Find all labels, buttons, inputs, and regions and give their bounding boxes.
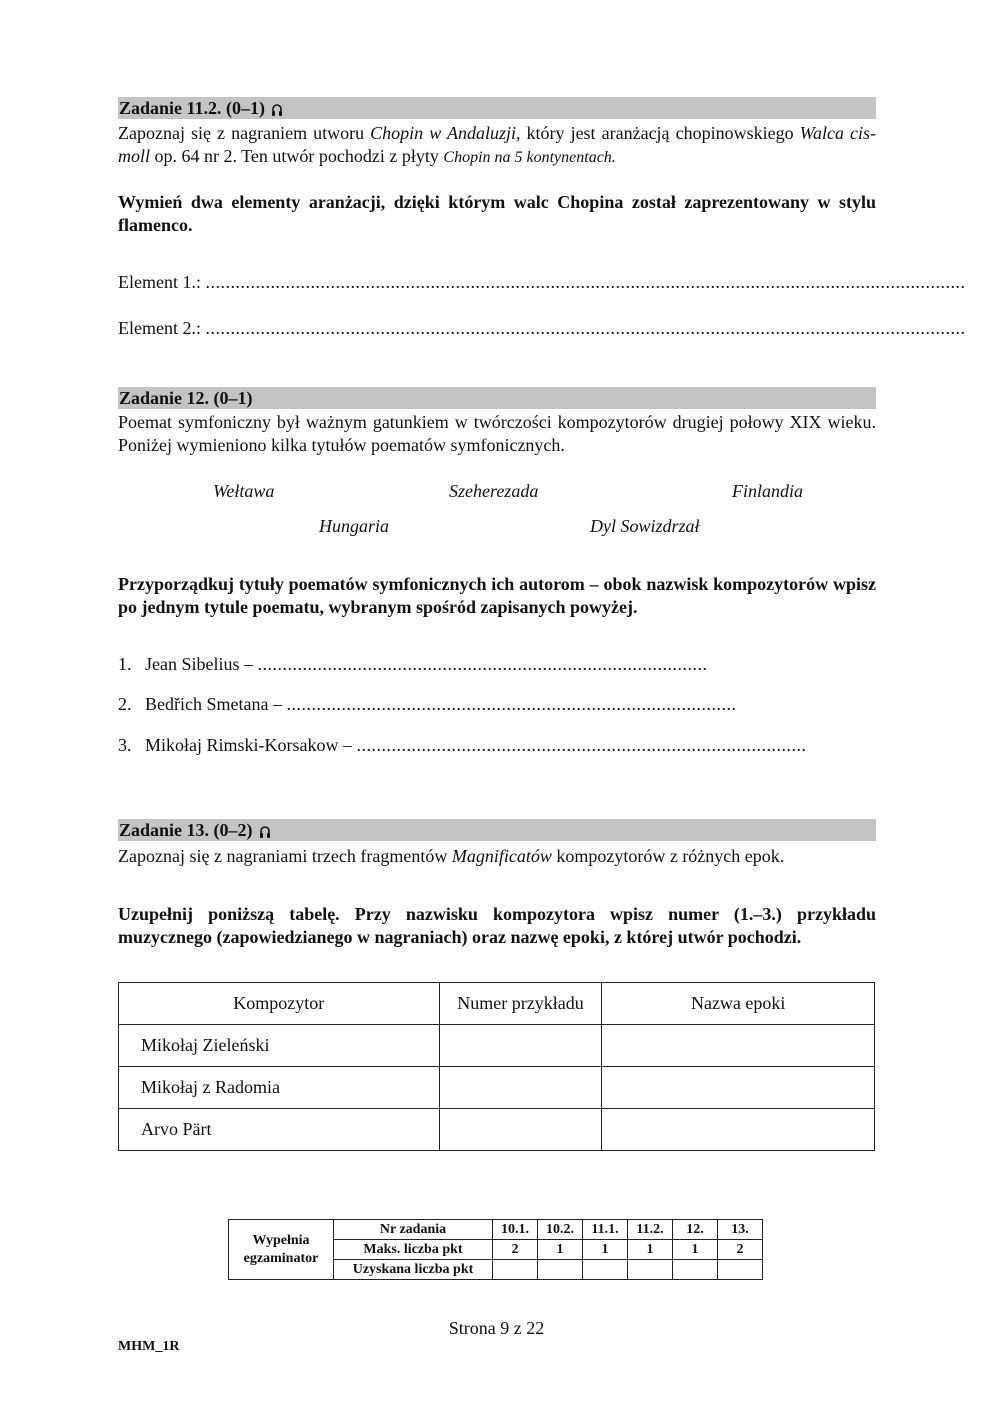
max-points-cell: 1: [583, 1240, 628, 1260]
task-13-header: Zadanie 13. (0–2): [118, 819, 271, 841]
composer-dots-2: ..........................................................................................: [286, 694, 737, 714]
epoch-cell[interactable]: [602, 1067, 875, 1109]
composer-dots-3: ..........................................................................................: [356, 735, 807, 755]
poem-title-dyl-sowizdrzal: Dyl Sowizdrzał: [590, 516, 700, 536]
task-12-header-bar: [118, 387, 876, 409]
task-number-cell: 10.2.: [538, 1220, 583, 1240]
element-2-label: Element 2.:: [118, 318, 201, 338]
task-12-intro: Poemat symfoniczny był ważnym gatunkiem w twórczości kompozytorów drugiej połowy XIX wieku. Poniżej wymieniono kilka tytułów poematów symfonicznych.: [118, 412, 876, 455]
task-11-2-header-bar: [118, 97, 876, 119]
exam-code: MHM_1R: [118, 1339, 180, 1354]
headphones-icon: [259, 825, 271, 839]
examiner-score-box: [228, 1219, 763, 1280]
composer-name: Mikołaj z Radomia: [119, 1067, 440, 1109]
element-1-dots: ........................................................................................................................................................: [205, 272, 966, 292]
task-13-header-bar: [118, 819, 876, 841]
table-header-row: [119, 983, 875, 1025]
composer-label-rimski-korsakow: 3. Mikołaj Rimski-Korsakow –: [118, 735, 352, 755]
max-points-cell: 2: [493, 1240, 538, 1260]
column-header-example-number: Numer przykładu: [439, 983, 602, 1025]
examiner-fill-label: Wypełnia egzaminator: [229, 1220, 334, 1280]
headphones-icon: [271, 103, 283, 117]
composer-epoch-table: [118, 982, 875, 1151]
composer-label-smetana: 2. Bedřich Smetana –: [118, 694, 282, 714]
poem-title-weltawa: Wełtawa: [213, 481, 275, 501]
composer-dots-1: ..........................................................................................: [257, 654, 708, 674]
max-points-cell: 2: [718, 1240, 763, 1260]
poem-title-hungaria: Hungaria: [319, 516, 390, 536]
example-number-cell[interactable]: [439, 1025, 602, 1067]
score-row-label-task-number: Nr zadania: [334, 1220, 493, 1240]
obtained-points-cell[interactable]: [718, 1260, 763, 1280]
element-1-answer-line[interactable]: [118, 271, 966, 293]
task-12-instruction: Przyporządkuj tytuły poematów symfonicznych ich autorom – obok nazwisk kompozytorów wpisz po jednym tytule poematu, wybranym spośród zapisanych powyżej.: [118, 574, 876, 617]
element-2-dots: ........................................................................................................................................................: [205, 318, 966, 338]
page-number: Strona 9 z 22: [448, 1318, 545, 1338]
poem-title-szeherezada: Szeherezada: [449, 481, 539, 501]
table-row: [119, 1025, 875, 1067]
max-points-cell: 1: [628, 1240, 673, 1260]
obtained-points-cell[interactable]: [493, 1260, 538, 1280]
task-number-cell: 11.2.: [628, 1220, 673, 1240]
max-points-cell: 1: [673, 1240, 718, 1260]
task-13-instruction: Uzupełnij poniższą tabelę. Przy nazwisku kompozytora wpisz numer (1.–3.) przykładu muzycznego (zapowiedzianego w nagraniach) oraz nazwę epoki, z której utwór pochodzi.: [118, 904, 876, 947]
task-11-2-intro: Zapoznaj się z nagraniem utworu Chopin w Andaluzji, który jest aranżacją chopinowskiego Walca cis-moll op. 64 nr 2. Ten utwór pochodzi z płyty Chopin na 5 kontynentach.: [118, 123, 877, 166]
example-number-cell[interactable]: [439, 1067, 602, 1109]
column-header-epoch: Nazwa epoki: [602, 983, 875, 1025]
poem-title-finlandia: Finlandia: [732, 481, 803, 501]
task-11-2-instruction: Wymień dwa elementy aranżacji, dzięki którym walc Chopina został zaprezentowany w stylu flamenco.: [118, 192, 876, 235]
composer-name: Arvo Pärt: [119, 1109, 440, 1151]
task-number-cell: 13.: [718, 1220, 763, 1240]
task-11-2-header: Zadanie 11.2. (0–1): [118, 97, 283, 119]
composer-name: Mikołaj Zieleński: [119, 1025, 440, 1067]
epoch-cell[interactable]: [602, 1109, 875, 1151]
task-number-cell: 10.1.: [493, 1220, 538, 1240]
task-12-header: Zadanie 12. (0–1): [119, 388, 253, 408]
composer-label-sibelius: 1. Jean Sibelius –: [118, 654, 253, 674]
max-points-cell: 1: [538, 1240, 583, 1260]
table-row: [119, 1109, 875, 1151]
task-number-cell: 12.: [673, 1220, 718, 1240]
element-2-answer-line[interactable]: [118, 317, 966, 339]
composer-answer-line-3[interactable]: [118, 734, 807, 756]
obtained-points-cell[interactable]: [673, 1260, 718, 1280]
task-13-intro: Zapoznaj się z nagraniami trzech fragmentów Magnificatów kompozytorów z różnych epok.: [118, 846, 785, 866]
score-row-label-max-points: Maks. liczba pkt: [334, 1240, 493, 1260]
example-number-cell[interactable]: [439, 1109, 602, 1151]
table-row: [119, 1067, 875, 1109]
composer-answer-line-1[interactable]: [118, 653, 708, 675]
obtained-points-cell[interactable]: [583, 1260, 628, 1280]
composer-answer-line-2[interactable]: [118, 693, 737, 715]
task-number-cell: 11.1.: [583, 1220, 628, 1240]
column-header-composer: Kompozytor: [119, 983, 440, 1025]
score-row-label-obtained-points: Uzyskana liczba pkt: [334, 1260, 493, 1280]
epoch-cell[interactable]: [602, 1025, 875, 1067]
obtained-points-cell[interactable]: [628, 1260, 673, 1280]
element-1-label: Element 1.:: [118, 272, 201, 292]
obtained-points-cell[interactable]: [538, 1260, 583, 1280]
